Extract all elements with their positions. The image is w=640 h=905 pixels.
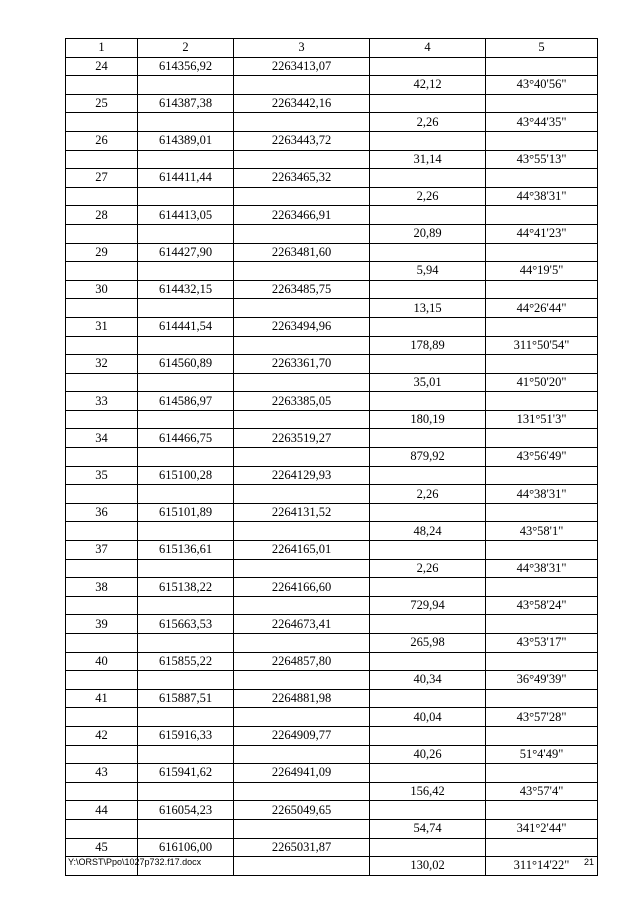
table-row <box>66 317 598 336</box>
table-cell-col5 <box>486 801 598 820</box>
table-row <box>66 559 598 578</box>
table-cell-col5 <box>486 206 598 225</box>
table-cell-col5 <box>486 280 598 299</box>
table-cell-col5 <box>486 355 598 374</box>
table-cell-col4 <box>370 541 486 560</box>
table-cell-col1 <box>66 187 138 206</box>
table-cell-col3: 2263485,75 <box>234 280 370 299</box>
table-cell-col1 <box>66 708 138 727</box>
table-cell-col3: 2263494,96 <box>234 317 370 336</box>
table-cell-col2: 615138,22 <box>138 578 234 597</box>
table-cell-col4: 265,98 <box>370 634 486 653</box>
table-row <box>66 745 598 764</box>
table-cell-col3 <box>234 187 370 206</box>
table-cell-col4: 40,26 <box>370 745 486 764</box>
table-cell-col5: 44°38'31" <box>486 187 598 206</box>
table-cell-col5 <box>486 317 598 336</box>
table-row <box>66 373 598 392</box>
table-cell-col2: 614466,75 <box>138 429 234 448</box>
table-cell-col2 <box>138 299 234 318</box>
table-cell-col2: 615855,22 <box>138 652 234 671</box>
table-cell-col1: 45 <box>66 838 138 857</box>
table-cell-col5 <box>486 243 598 262</box>
table-cell-col2: 615916,33 <box>138 726 234 745</box>
table-cell-col5 <box>486 94 598 113</box>
table-cell-col2 <box>138 262 234 281</box>
table-cell-col2: 615663,53 <box>138 615 234 634</box>
table-cell-col3 <box>234 559 370 578</box>
table-cell-col2 <box>138 634 234 653</box>
table-row <box>66 522 598 541</box>
table-cell-col1: 33 <box>66 392 138 411</box>
table-cell-col4 <box>370 317 486 336</box>
table-row <box>66 671 598 690</box>
table-cell-col5: 43°56'49" <box>486 448 598 467</box>
table-cell-col5: 44°41'23" <box>486 224 598 243</box>
table-cell-col1: 29 <box>66 243 138 262</box>
table-cell-col1 <box>66 782 138 801</box>
table-cell-col3 <box>234 299 370 318</box>
table-cell-col5 <box>486 503 598 522</box>
table-row <box>66 801 598 820</box>
table-row <box>66 764 598 783</box>
table-row <box>66 280 598 299</box>
table-cell-col3: 2263443,72 <box>234 131 370 150</box>
table-cell-col4 <box>370 838 486 857</box>
footer-page-number: 21 <box>583 857 594 867</box>
table-row <box>66 838 598 857</box>
table-cell-col2: 614387,38 <box>138 94 234 113</box>
table-row <box>66 578 598 597</box>
table-cell-col3 <box>234 113 370 132</box>
table-cell-col1 <box>66 373 138 392</box>
table-row <box>66 466 598 485</box>
table-cell-col1: 25 <box>66 94 138 113</box>
header-cell-2: 2 <box>138 39 234 58</box>
table-cell-col2: 615887,51 <box>138 689 234 708</box>
table-cell-col4: 42,12 <box>370 76 486 95</box>
table-cell-col1: 41 <box>66 689 138 708</box>
table-cell-col3 <box>234 782 370 801</box>
table-cell-col3 <box>234 448 370 467</box>
table-cell-col2: 616106,00 <box>138 838 234 857</box>
table-cell-col2: 614411,44 <box>138 169 234 188</box>
table-cell-col1 <box>66 559 138 578</box>
table-cell-col5: 311°14'22" <box>486 857 598 876</box>
table-cell-col4: 54,74 <box>370 819 486 838</box>
table-cell-col3: 2263465,32 <box>234 169 370 188</box>
table-cell-col2: 615136,61 <box>138 541 234 560</box>
table-cell-col3 <box>234 857 370 876</box>
table-row <box>66 634 598 653</box>
table-cell-col5: 43°58'1" <box>486 522 598 541</box>
table-row <box>66 782 598 801</box>
table-cell-col2: 614356,92 <box>138 57 234 76</box>
table-cell-col3: 2265031,87 <box>234 838 370 857</box>
table-row <box>66 689 598 708</box>
table-cell-col3: 2264165,01 <box>234 541 370 560</box>
table-cell-col4: 2,26 <box>370 187 486 206</box>
table-cell-col2: 614441,54 <box>138 317 234 336</box>
table-cell-col2: 614432,15 <box>138 280 234 299</box>
table-cell-col5 <box>486 615 598 634</box>
table-cell-col2 <box>138 596 234 615</box>
table-cell-col3: 2263519,27 <box>234 429 370 448</box>
table-cell-col4 <box>370 801 486 820</box>
table-cell-col3: 2263361,70 <box>234 355 370 374</box>
table-cell-col2 <box>138 819 234 838</box>
table-cell-col1: 24 <box>66 57 138 76</box>
table-cell-col4 <box>370 57 486 76</box>
header-cell-3: 3 <box>234 39 370 58</box>
table-cell-col1 <box>66 596 138 615</box>
table-cell-col4 <box>370 764 486 783</box>
table-cell-col1: 28 <box>66 206 138 225</box>
table-cell-col4: 130,02 <box>370 857 486 876</box>
table-cell-col4: 729,94 <box>370 596 486 615</box>
table-cell-col5 <box>486 578 598 597</box>
table-cell-col2: 615101,89 <box>138 503 234 522</box>
table-cell-col5: 44°26'44" <box>486 299 598 318</box>
table-cell-col1 <box>66 522 138 541</box>
table-row <box>66 113 598 132</box>
table-cell-col4 <box>370 355 486 374</box>
table-cell-col3: 2263442,16 <box>234 94 370 113</box>
table-cell-col1 <box>66 819 138 838</box>
table-cell-col4: 2,26 <box>370 113 486 132</box>
table-cell-col3: 2265049,65 <box>234 801 370 820</box>
table-row <box>66 485 598 504</box>
table-cell-col1: 43 <box>66 764 138 783</box>
table-cell-col5 <box>486 131 598 150</box>
table-cell-col3: 2264881,98 <box>234 689 370 708</box>
table-cell-col1 <box>66 336 138 355</box>
table-cell-col1 <box>66 448 138 467</box>
table-cell-col5: 43°40'56" <box>486 76 598 95</box>
table-row <box>66 541 598 560</box>
table-cell-col4 <box>370 689 486 708</box>
table-cell-col3: 2263466,91 <box>234 206 370 225</box>
table-cell-col1 <box>66 262 138 281</box>
table-cell-col1: 26 <box>66 131 138 150</box>
table-cell-col4 <box>370 652 486 671</box>
table-cell-col4: 48,24 <box>370 522 486 541</box>
table-row <box>66 448 598 467</box>
coordinates-table <box>65 38 598 876</box>
table-cell-col2 <box>138 410 234 429</box>
table-cell-col5: 44°38'31" <box>486 485 598 504</box>
table-cell-col2 <box>138 448 234 467</box>
table-cell-col3: 2263481,60 <box>234 243 370 262</box>
table-cell-col5 <box>486 541 598 560</box>
table-cell-col2: 616054,23 <box>138 801 234 820</box>
table-cell-col3 <box>234 485 370 504</box>
table-cell-col3 <box>234 745 370 764</box>
table-cell-col2: 615941,62 <box>138 764 234 783</box>
table-cell-col4 <box>370 726 486 745</box>
table-row <box>66 726 598 745</box>
table-cell-col1 <box>66 224 138 243</box>
table-cell-col4: 31,14 <box>370 150 486 169</box>
table-cell-col3: 2263385,05 <box>234 392 370 411</box>
table-cell-col3 <box>234 150 370 169</box>
table-row <box>66 819 598 838</box>
table-cell-col5 <box>486 652 598 671</box>
table-row <box>66 336 598 355</box>
table-cell-col3: 2264131,52 <box>234 503 370 522</box>
table-cell-col1: 27 <box>66 169 138 188</box>
table-row <box>66 392 598 411</box>
table-cell-col1: 40 <box>66 652 138 671</box>
table-cell-col4: 2,26 <box>370 559 486 578</box>
table-cell-col4: 178,89 <box>370 336 486 355</box>
table-cell-col5: 43°57'4" <box>486 782 598 801</box>
table-cell-col4 <box>370 578 486 597</box>
table-cell-col2 <box>138 150 234 169</box>
table-cell-col5: 43°53'17" <box>486 634 598 653</box>
table-cell-col3 <box>234 596 370 615</box>
table-row <box>66 187 598 206</box>
table-cell-col3 <box>234 224 370 243</box>
table-cell-col4: 2,26 <box>370 485 486 504</box>
table-row <box>66 708 598 727</box>
table-cell-col2 <box>138 671 234 690</box>
table-cell-col5: 43°44'35" <box>486 113 598 132</box>
table-cell-col2: 614389,01 <box>138 131 234 150</box>
table-cell-col4: 40,04 <box>370 708 486 727</box>
table-row <box>66 57 598 76</box>
table-row <box>66 76 598 95</box>
table-cell-col5: 311°50'54" <box>486 336 598 355</box>
table-cell-col1: 38 <box>66 578 138 597</box>
table-cell-col2 <box>138 373 234 392</box>
table-cell-col1: 42 <box>66 726 138 745</box>
header-cell-5: 5 <box>486 39 598 58</box>
table-cell-col3 <box>234 522 370 541</box>
table-cell-col2: 614413,05 <box>138 206 234 225</box>
table-cell-col5: 41°50'20" <box>486 373 598 392</box>
table-cell-col5 <box>486 689 598 708</box>
table-cell-col1 <box>66 113 138 132</box>
table-header-row <box>66 39 598 58</box>
table-row <box>66 355 598 374</box>
table-cell-col5: 43°57'28" <box>486 708 598 727</box>
table-row <box>66 131 598 150</box>
table-cell-col3: 2264166,60 <box>234 578 370 597</box>
table-cell-col3: 2264857,80 <box>234 652 370 671</box>
table-cell-col2: 614560,89 <box>138 355 234 374</box>
table-cell-col5: 43°55'13" <box>486 150 598 169</box>
table-cell-col3 <box>234 373 370 392</box>
table-cell-col5 <box>486 466 598 485</box>
table-cell-col4: 35,01 <box>370 373 486 392</box>
table-cell-col4 <box>370 615 486 634</box>
header-cell-1: 1 <box>66 39 138 58</box>
table-cell-col3 <box>234 410 370 429</box>
table-row <box>66 410 598 429</box>
table-cell-col1 <box>66 299 138 318</box>
table-cell-col4 <box>370 131 486 150</box>
table-cell-col2 <box>138 76 234 95</box>
table-cell-col3 <box>234 708 370 727</box>
table-cell-col2 <box>138 187 234 206</box>
table-cell-col3: 2264909,77 <box>234 726 370 745</box>
table-row <box>66 299 598 318</box>
table-row <box>66 615 598 634</box>
table-cell-col4 <box>370 466 486 485</box>
table-cell-col1: 31 <box>66 317 138 336</box>
table-cell-col1 <box>66 410 138 429</box>
table-row <box>66 243 598 262</box>
table-cell-col4 <box>370 280 486 299</box>
table-cell-col2 <box>138 745 234 764</box>
table-cell-col5 <box>486 169 598 188</box>
table-cell-col2 <box>138 336 234 355</box>
table-row <box>66 169 598 188</box>
table-cell-col5 <box>486 429 598 448</box>
table-cell-col3 <box>234 336 370 355</box>
table-cell-col5: 131°51'3" <box>486 410 598 429</box>
table-cell-col4: 879,92 <box>370 448 486 467</box>
table-cell-col5 <box>486 764 598 783</box>
table-cell-col1: 32 <box>66 355 138 374</box>
table-cell-col2 <box>138 782 234 801</box>
table-cell-col2: 614427,90 <box>138 243 234 262</box>
table-row <box>66 652 598 671</box>
table-body <box>66 57 598 875</box>
table-cell-col3 <box>234 262 370 281</box>
header-cell-4: 4 <box>370 39 486 58</box>
table-row <box>66 150 598 169</box>
table-cell-col1: 36 <box>66 503 138 522</box>
table-row <box>66 262 598 281</box>
table-cell-col5 <box>486 838 598 857</box>
table-row <box>66 503 598 522</box>
table-cell-col3: 2264941,09 <box>234 764 370 783</box>
table-cell-col5: 44°38'31" <box>486 559 598 578</box>
table-cell-col3 <box>234 819 370 838</box>
table-cell-col5 <box>486 57 598 76</box>
table-cell-col2 <box>138 559 234 578</box>
table-cell-col4 <box>370 429 486 448</box>
table-cell-col4: 20,89 <box>370 224 486 243</box>
table-cell-col4: 13,15 <box>370 299 486 318</box>
table-cell-col5: 36°49'39" <box>486 671 598 690</box>
table-cell-col3: 2264673,41 <box>234 615 370 634</box>
table-cell-col5 <box>486 726 598 745</box>
table-cell-col4: 156,42 <box>370 782 486 801</box>
table-cell-col2 <box>138 708 234 727</box>
table-cell-col1 <box>66 485 138 504</box>
table-cell-col3: 2264129,93 <box>234 466 370 485</box>
table-cell-col2 <box>138 224 234 243</box>
table-cell-col1 <box>66 150 138 169</box>
table-cell-col1 <box>66 76 138 95</box>
table-cell-col4: 5,94 <box>370 262 486 281</box>
table-cell-col4: 40,34 <box>370 671 486 690</box>
table-row <box>66 429 598 448</box>
footer-file-path: Y:\ORST\Ppo\1027p732.f17.docx <box>68 857 202 867</box>
table-cell-col3 <box>234 76 370 95</box>
table-cell-col1: 39 <box>66 615 138 634</box>
table-cell-col4 <box>370 243 486 262</box>
table-cell-col2 <box>138 522 234 541</box>
table-cell-col4 <box>370 169 486 188</box>
table-cell-col5: 43°58'24" <box>486 596 598 615</box>
table-cell-col5: 44°19'5" <box>486 262 598 281</box>
table-cell-col2 <box>138 113 234 132</box>
table-cell-col2: 614586,97 <box>138 392 234 411</box>
table-cell-col3: 2263413,07 <box>234 57 370 76</box>
table-row <box>66 94 598 113</box>
table-cell-col1: 30 <box>66 280 138 299</box>
table-cell-col1: 37 <box>66 541 138 560</box>
table-cell-col1 <box>66 634 138 653</box>
table-cell-col1 <box>66 671 138 690</box>
table-cell-col2: 615100,28 <box>138 466 234 485</box>
table-cell-col1 <box>66 745 138 764</box>
table-cell-col3 <box>234 671 370 690</box>
table-cell-col4 <box>370 503 486 522</box>
table-cell-col5: 341°2'44" <box>486 819 598 838</box>
table-cell-col4: 180,19 <box>370 410 486 429</box>
table-row <box>66 206 598 225</box>
table-cell-col3 <box>234 634 370 653</box>
table-row <box>66 224 598 243</box>
table-cell-col4 <box>370 206 486 225</box>
table-cell-col4 <box>370 94 486 113</box>
table-cell-col5 <box>486 392 598 411</box>
table-cell-col1: 44 <box>66 801 138 820</box>
table-row <box>66 596 598 615</box>
table-cell-col1: 34 <box>66 429 138 448</box>
table-cell-col4 <box>370 392 486 411</box>
table-cell-col5: 51°4'49" <box>486 745 598 764</box>
table-cell-col2 <box>138 485 234 504</box>
table-cell-col1: 35 <box>66 466 138 485</box>
